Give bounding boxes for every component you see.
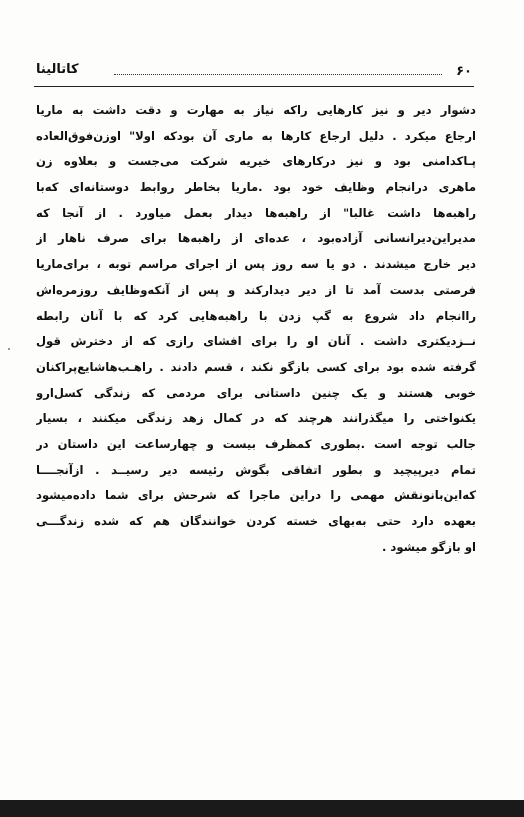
text-line: که‌این‌بانونقش مهمی را دراین ماجرا که شرحش برای شما داده‌میشود	[36, 488, 476, 503]
text-line: مدیراین‌دیرانسانی آزاده‌بود ، عده‌ای از راهبه‌ها برای صرف ناهار از	[36, 231, 476, 246]
text-line: جالب توجه است .بطوری کمظرف بیست و چهارساعت این داستان در	[36, 436, 476, 451]
page-number: ۶۰	[456, 64, 472, 79]
page-header	[36, 62, 472, 84]
text-line: راهبه‌ها داشت غالبا" از راهبه‌ها دیدار بعمل میاورد . از آنجا که	[36, 205, 476, 220]
text-line: ارجاع میکرد . دلیل ارجاع کارها به ماری آن بودکه اولا" اوزن‌فوق‌العاده	[36, 128, 476, 143]
text-line: گرفته شده بود برای کسی بازگو نکند ، قسم دادند . راهـب‌هاشایع‌پراکنان	[36, 359, 476, 374]
text-line: خوبی هستند و یک چنین داستانی برای مردمی که زندگی کسل‌ارو	[36, 385, 476, 400]
text-line: فرصتی بدست آمد تا از دیر دیدارکند و پس از آنکه‌وظایف روزمره‌اش	[36, 282, 476, 297]
text-line: پـاکدامنی بود و نیز درکارهای خیریه شرکت می‌جست و بعلاوه زن	[36, 154, 476, 169]
text-line: یکنواختی را میگذرانند هرچند که در کمال زهد زندگی میکنند ، بسیار	[36, 411, 476, 426]
text-line: او بازگو میشود .	[381, 539, 476, 554]
text-line: راانجام داد شروع به گپ زدن با راهبه‌هایی کرد که با آنان رابطه	[36, 308, 476, 323]
text-line: تمام دیرپیچید و بطور اتفاقی بگوش رئیسه دیر رسیــد . ازآنجــــا	[36, 462, 476, 477]
text-line: دشوار دیر و نیز کارهایی راکه نیاز به مهارت و دقت داشت به ماریا	[36, 103, 476, 117]
header-rule	[34, 86, 474, 87]
bottom-scan-border	[0, 800, 524, 817]
text-line: دیر خارج میشدند . دو یا سه روز پس از اجرای مراسم توبه ، برای‌ماریا	[36, 257, 476, 272]
text-line: نــزدیکتری داشت . آنان او را برای افشای رازی که از دخترش قول	[36, 334, 476, 349]
body-paragraph	[36, 98, 476, 560]
scan-speck	[8, 348, 10, 350]
header-dotted-leader	[114, 74, 442, 75]
text-line: بعهده دارد حتی به‌بهای خسته کردن خوانندگان هم که شده زندگـــی	[36, 514, 476, 528]
text-line: ماهری درانجام وظایف خود بود .ماریا بخاطر روابط دوستانه‌ای که‌با	[36, 180, 476, 195]
running-title: کاتالینا	[36, 62, 79, 77]
